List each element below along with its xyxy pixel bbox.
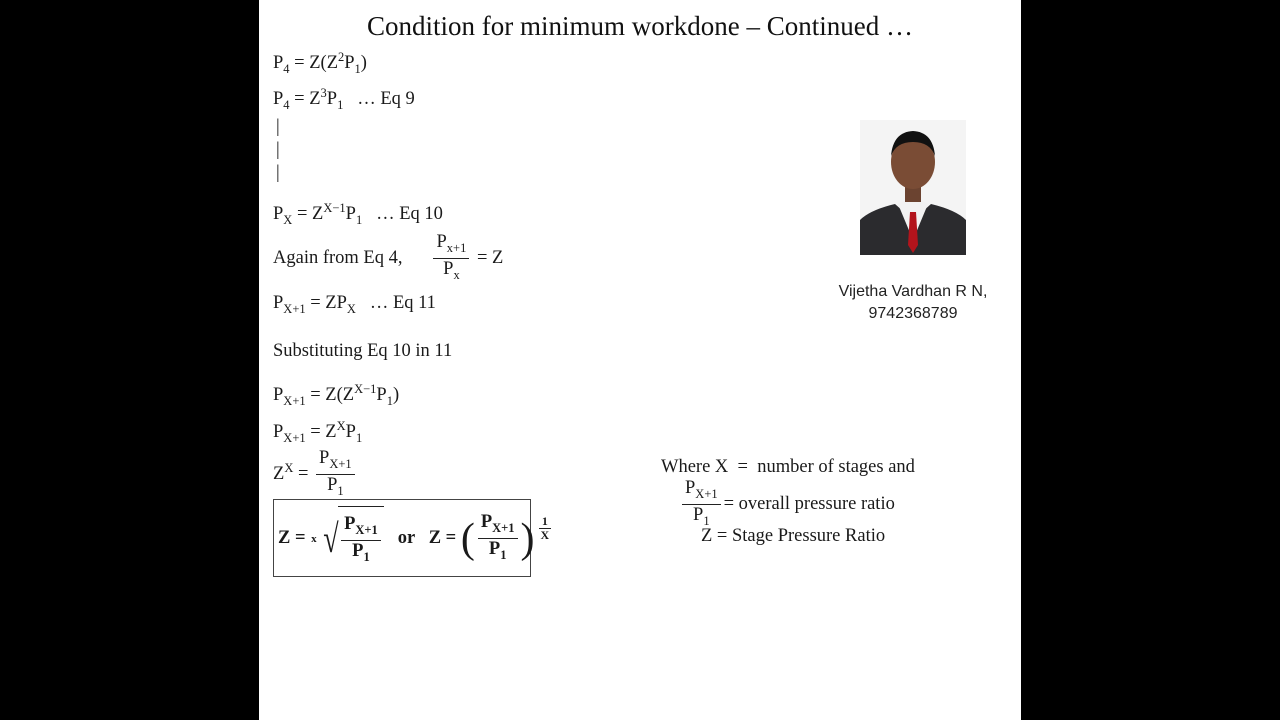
math-text: P — [345, 422, 356, 442]
math-text: P — [685, 478, 696, 498]
continuation-bar — [276, 116, 280, 138]
math-text: ) — [392, 385, 400, 405]
math-text: = Z(Z — [289, 53, 338, 73]
radical-sign-icon: √ — [323, 515, 339, 561]
slide — [259, 0, 1021, 720]
legend-stage-ratio — [701, 525, 885, 547]
math-fraction — [316, 448, 355, 501]
math-text: X — [540, 527, 550, 542]
math-fraction — [341, 514, 381, 567]
math-text: P — [327, 475, 338, 495]
math-text: P — [344, 53, 355, 73]
superscript: X−1 — [323, 201, 346, 215]
math-text: = Z — [305, 422, 337, 442]
subscript: X+1 — [283, 302, 306, 316]
subscript: X+1 — [283, 431, 306, 445]
math-text: = — [293, 463, 314, 484]
superscript: X−1 — [354, 382, 377, 396]
math-text: Again from Eq 4, — [273, 247, 403, 268]
subscript: x+1 — [446, 241, 467, 255]
subscript: 1 — [703, 514, 710, 528]
fraction-numerator — [478, 512, 518, 539]
superscript: 3 — [320, 86, 327, 100]
math-text: P — [326, 89, 338, 109]
equation-line — [273, 378, 399, 412]
continuation-bar — [276, 139, 280, 161]
math-text: P — [273, 204, 284, 224]
subscript: 1 — [355, 213, 363, 227]
math-text: = Z — [472, 247, 504, 268]
subscript: X+1 — [329, 457, 352, 471]
math-text: P — [436, 232, 447, 252]
math-text: P — [488, 539, 501, 559]
math-root — [311, 506, 384, 571]
math-text: Z — [273, 463, 285, 484]
equation-11 — [273, 292, 436, 320]
fraction-denominator — [324, 475, 347, 501]
fraction-denominator — [486, 539, 510, 565]
fraction-numerator — [316, 448, 355, 475]
fraction-numerator — [539, 515, 551, 529]
equation-line — [273, 415, 362, 449]
math-text: Z = — [278, 527, 311, 548]
result-box — [273, 499, 550, 577]
subscript: 1 — [386, 394, 393, 408]
slide-title: Condition for minimum workdone – Continued … — [367, 11, 913, 41]
math-text: P — [693, 505, 704, 525]
math-fraction — [682, 478, 721, 531]
presenter-photo — [860, 120, 966, 255]
subscript: X+1 — [283, 394, 306, 408]
math-text: P — [345, 204, 356, 224]
subscript: 1 — [363, 550, 370, 565]
math-text: = Z(Z — [305, 385, 355, 405]
subscript: 1 — [337, 98, 344, 112]
math-text: = Z — [292, 204, 324, 224]
math-text: Where X = number of stages and — [661, 457, 915, 477]
math-text: … Eq 9 — [343, 89, 415, 109]
legend-overall-ratio — [679, 478, 895, 531]
substitution-note — [273, 340, 452, 362]
math-fraction — [478, 512, 518, 565]
math-text: P — [273, 53, 284, 73]
fraction-denominator — [349, 541, 373, 567]
continuation-bar — [276, 162, 280, 184]
root-body — [338, 506, 384, 571]
math-text: Z = Stage Pressure Ratio — [701, 526, 886, 546]
math-fraction — [538, 515, 553, 542]
subscript: X+1 — [492, 521, 515, 535]
superscript: 2 — [338, 50, 345, 64]
fraction-numerator — [433, 232, 469, 259]
math-parenthesized-power — [460, 512, 555, 562]
math-text: 1 — [541, 513, 548, 528]
equation-line — [273, 46, 367, 80]
subscript: X+1 — [695, 487, 718, 501]
paren-body — [475, 512, 521, 562]
math-text: P — [273, 89, 284, 109]
subscript: 4 — [283, 98, 290, 112]
math-text: P — [273, 422, 284, 442]
equation-10 — [273, 197, 443, 231]
math-text: | — [276, 140, 280, 160]
subscript: 1 — [500, 548, 507, 562]
superscript: X — [336, 419, 346, 433]
math-text: or Z = — [383, 527, 461, 548]
math-text: | — [276, 163, 280, 183]
subscript: 1 — [337, 484, 344, 498]
math-text: … Eq 10 — [362, 204, 443, 224]
boxed-result-equation — [278, 506, 555, 571]
math-text: = ZP — [305, 293, 347, 313]
math-text: … Eq 11 — [355, 293, 436, 313]
right-paren-icon: ) — [520, 515, 535, 562]
equation-from-eq4 — [273, 232, 503, 285]
exponent — [535, 515, 556, 542]
math-text: P — [273, 293, 284, 313]
subscript: X — [283, 213, 293, 227]
subscript: x — [453, 268, 460, 282]
fraction-denominator — [440, 259, 463, 285]
fraction-numerator — [341, 514, 381, 541]
superscript: X — [284, 460, 294, 475]
subscript: 4 — [283, 62, 290, 76]
subscript: 1 — [354, 62, 361, 76]
math-text: Substituting Eq 10 in 11 — [273, 341, 453, 361]
math-text: P — [480, 512, 493, 532]
math-text: = overall pressure ratio — [723, 493, 895, 514]
presenter-name: Vijetha Vardhan R N, — [838, 283, 988, 300]
legend-where-x — [661, 456, 915, 478]
math-text: P — [344, 514, 356, 535]
math-text: P — [319, 448, 330, 468]
math-text: ) — [360, 53, 367, 73]
math-text: P — [273, 385, 284, 405]
subscript: X — [346, 302, 356, 316]
math-text: | — [276, 117, 280, 137]
math-text: = Z — [289, 89, 321, 109]
presenter-phone: 9742368789 — [868, 305, 958, 322]
root-index: x — [311, 533, 317, 545]
math-text: P — [376, 385, 387, 405]
subscript: 1 — [355, 431, 363, 445]
fraction-numerator — [682, 478, 721, 505]
equation-9 — [273, 82, 415, 116]
math-text: P — [352, 541, 364, 562]
subscript: X+1 — [355, 523, 378, 538]
left-paren-icon: ( — [460, 515, 475, 562]
math-text: P — [443, 259, 454, 279]
fraction-denominator — [538, 529, 553, 542]
math-fraction — [433, 232, 469, 285]
equation-line — [273, 448, 358, 501]
